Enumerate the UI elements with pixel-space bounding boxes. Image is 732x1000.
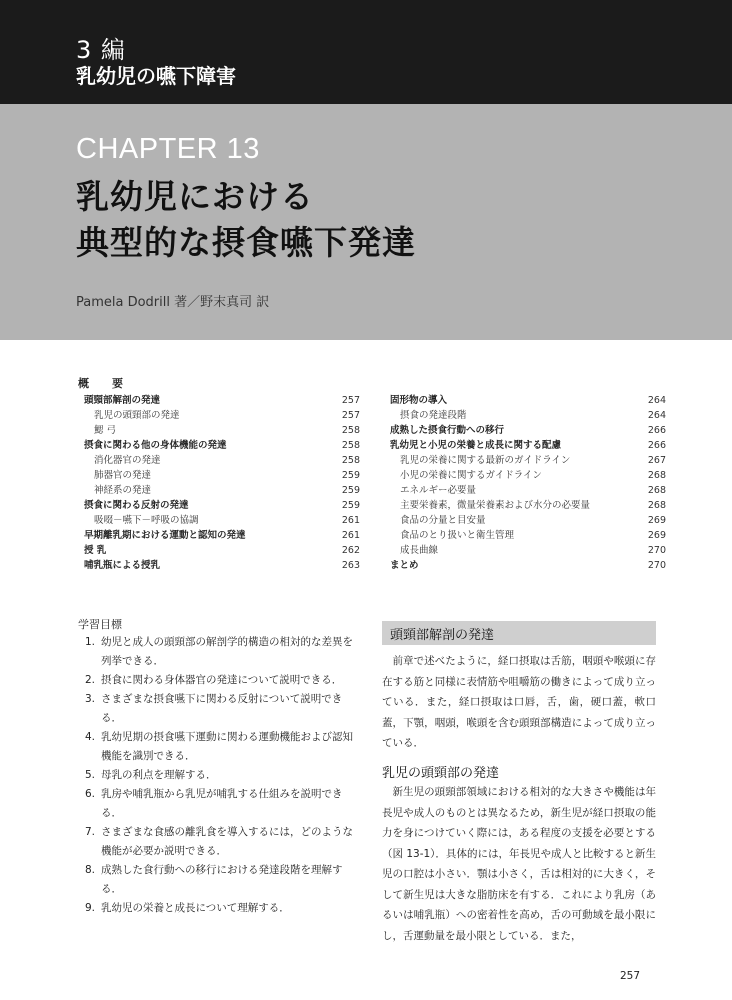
goal-number: 1. xyxy=(84,636,95,648)
goal-item xyxy=(78,785,358,823)
toc-entry-title: 成熟した摂食行動への移行 xyxy=(390,425,505,436)
toc-entry-title: 乳児の頭頸部の発達 xyxy=(94,410,180,421)
toc-entry xyxy=(84,528,360,543)
chapter-title-line1: 乳幼児における xyxy=(76,177,314,216)
toc-entry xyxy=(390,408,666,423)
toc-entry-page: 266 xyxy=(647,425,666,436)
subsection-title: 乳児の頭頸部の発達 xyxy=(382,766,500,781)
toc-entry xyxy=(390,423,666,438)
toc-entry xyxy=(84,498,360,513)
part-header xyxy=(0,0,732,104)
part-title: 乳幼児の嚥下障害 xyxy=(76,64,236,88)
toc-entry-title: 消化器官の発達 xyxy=(94,455,161,466)
goal-item xyxy=(78,671,358,690)
toc-entry-title: 授 乳 xyxy=(84,545,107,556)
section-title: 頭頸部解剖の発達 xyxy=(390,628,495,643)
goal-text: 幼児と成人の頭頸部の解剖学的構造の相対的な差異を列挙できる． xyxy=(101,636,353,667)
goal-number: 5. xyxy=(84,769,95,781)
toc-entry-page: 258 xyxy=(341,455,360,466)
toc-entry-title: 頭頸部解剖の発達 xyxy=(84,395,161,406)
toc-entry xyxy=(84,453,360,468)
toc-entry xyxy=(390,558,666,573)
toc-entry-page: 268 xyxy=(647,470,666,481)
toc-entry-title: 哺乳瓶による授乳 xyxy=(84,560,161,571)
chapter-title-line2: 典型的な摂食嚥下発達 xyxy=(76,223,416,262)
toc-entry xyxy=(390,438,666,453)
toc-entry-page: 268 xyxy=(647,500,666,511)
goal-number: 8. xyxy=(84,864,95,876)
goal-text: 母乳の利点を理解する． xyxy=(101,769,217,781)
toc-entry xyxy=(84,558,360,573)
toc-entry-title: 吸啜－嚥下－呼吸の協調 xyxy=(94,515,199,526)
toc-entry-title: 摂食に関わる他の身体機能の発達 xyxy=(84,440,227,451)
goal-item xyxy=(78,766,358,785)
toc-entry xyxy=(84,423,360,438)
toc-entry-title: 固形物の導入 xyxy=(390,395,448,406)
toc-entry-page: 264 xyxy=(647,410,666,421)
toc-entry-title: 摂食の発達段階 xyxy=(400,410,467,421)
section-heading-bar xyxy=(382,621,656,645)
toc-entry xyxy=(390,513,666,528)
toc-entry-title: まとめ xyxy=(390,560,419,571)
toc-entry-page: 258 xyxy=(341,440,360,451)
toc-entry xyxy=(84,438,360,453)
toc-entry-page: 270 xyxy=(647,545,666,556)
toc-entry-page: 257 xyxy=(341,395,360,406)
goal-text: 摂食に関わる身体器官の発達について説明できる． xyxy=(101,674,343,686)
toc-entry-page: 269 xyxy=(647,530,666,541)
goal-item xyxy=(78,690,358,728)
toc-entry xyxy=(390,483,666,498)
goal-number: 9. xyxy=(84,902,95,914)
goal-item xyxy=(78,861,358,899)
goal-text: さまざまな摂食嚥下に関わる反射について説明できる． xyxy=(101,693,343,724)
toc-entry xyxy=(390,498,666,513)
toc-entry-page: 263 xyxy=(341,560,360,571)
toc-entry xyxy=(84,483,360,498)
toc-entry-title: 成長曲線 xyxy=(400,545,439,556)
toc-entry-page: 268 xyxy=(647,485,666,496)
toc-entry xyxy=(84,408,360,423)
toc-entry-title: 小児の栄養に関するガイドライン xyxy=(400,470,542,481)
toc-entry-title: 食品の分量と目安量 xyxy=(400,515,486,526)
goal-text: 乳幼児の栄養と成長について理解する． xyxy=(101,902,290,914)
toc-entry xyxy=(390,468,666,483)
goal-number: 7. xyxy=(84,826,95,838)
toc-entry-page: 261 xyxy=(341,530,360,541)
section-paragraph: 前章で述べたように，経口摂取は舌筋，咽頭や喉頭に存在する筋と同様に表情筋や咀嚼筋の働きによって成り立っている．また，経口摂取は口唇，舌，歯，硬口蓋，軟口蓋，下顎，咽頭，喉頭を含む頭頸部構造によって成り立っている． xyxy=(382,655,656,749)
chapter-title xyxy=(76,174,416,266)
toc-entry-page: 257 xyxy=(341,410,360,421)
toc-entry-page: 258 xyxy=(341,425,360,436)
goal-number: 3. xyxy=(84,693,95,705)
toc-entry xyxy=(390,528,666,543)
chapter-header xyxy=(0,104,732,340)
toc-entry xyxy=(390,453,666,468)
goal-text: さまざまな食感の離乳食を導入するには，どのような機能が必要か説明できる． xyxy=(101,826,353,857)
goal-text: 乳房や哺乳瓶から乳児が哺乳する仕組みを説明できる． xyxy=(101,788,343,819)
toc-entry xyxy=(390,393,666,408)
toc-entry-page: 262 xyxy=(341,545,360,556)
toc-entry-page: 259 xyxy=(341,500,360,511)
toc-left-column xyxy=(84,393,360,573)
toc-entry-page: 269 xyxy=(647,515,666,526)
overview-heading: 概 要 xyxy=(78,377,129,390)
subsection-paragraph: 新生児の頭頸部領域における相対的な大きさや機能は年長児や成人のものとは異なるため，新生児が経口摂取の能力を身につけていく際には，ある程度の支援を必要とする（図 13-1）．具体的には，年長児や成人と比較すると新生児の口腔は小さい．顎は小さく，舌は相対的に大きく，そして新生児は大きな脂肪床を有する．これにより乳房（あるいは哺乳瓶）への密着性を高め，舌の可動域を最小限にし，舌運動量を最小限としている．また， xyxy=(382,786,656,942)
goal-number: 2. xyxy=(84,674,95,686)
toc-entry-title: 摂食に関わる反射の発達 xyxy=(84,500,189,511)
toc-entry xyxy=(84,468,360,483)
toc-entry-title: エネルギー必要量 xyxy=(400,485,477,496)
goal-item xyxy=(78,899,358,918)
toc-entry-page: 270 xyxy=(647,560,666,571)
goal-item xyxy=(78,728,358,766)
toc-entry-title: 主要栄養素，微量栄養素および水分の必要量 xyxy=(400,500,591,511)
toc-entry-page: 259 xyxy=(341,470,360,481)
author-credit: Pamela Dodrill 著／野末真司 訳 xyxy=(76,295,270,310)
toc-entry-title: 乳幼児と小児の栄養と成長に関する配慮 xyxy=(390,440,562,451)
toc-entry xyxy=(84,513,360,528)
toc-entry xyxy=(84,393,360,408)
toc-entry xyxy=(390,543,666,558)
part-number: 3 編 xyxy=(76,36,126,64)
goal-number: 6. xyxy=(84,788,95,800)
goals-list xyxy=(78,633,358,918)
chapter-label: CHAPTER 13 xyxy=(76,133,260,165)
toc-entry-title: 食品のとり扱いと衛生管理 xyxy=(400,530,515,541)
toc-entry-title: 神経系の発達 xyxy=(94,485,152,496)
goal-number: 4. xyxy=(84,731,95,743)
goal-text: 乳幼児期の摂食嚥下運動に関わる運動機能および認知機能を識別できる． xyxy=(101,731,353,762)
page-number: 257 xyxy=(620,970,641,982)
toc-entry-page: 267 xyxy=(647,455,666,466)
toc-entry-page: 266 xyxy=(647,440,666,451)
goal-item xyxy=(78,633,358,671)
toc-entry-page: 259 xyxy=(341,485,360,496)
toc-entry-title: 早期離乳期における運動と認知の発達 xyxy=(84,530,246,541)
toc-entry-page: 261 xyxy=(341,515,360,526)
goal-item xyxy=(78,823,358,861)
toc-entry xyxy=(84,543,360,558)
goals-heading: 学習目標 xyxy=(78,618,122,631)
toc-right-column xyxy=(390,393,666,573)
toc-entry-title: 鰓 弓 xyxy=(94,425,117,436)
toc-entry-title: 肺器官の発達 xyxy=(94,470,152,481)
toc-entry-page: 264 xyxy=(647,395,666,406)
goal-text: 成熟した食行動への移行における発達段階を理解する． xyxy=(101,864,343,895)
toc-entry-title: 乳児の栄養に関する最新のガイドライン xyxy=(400,455,571,466)
